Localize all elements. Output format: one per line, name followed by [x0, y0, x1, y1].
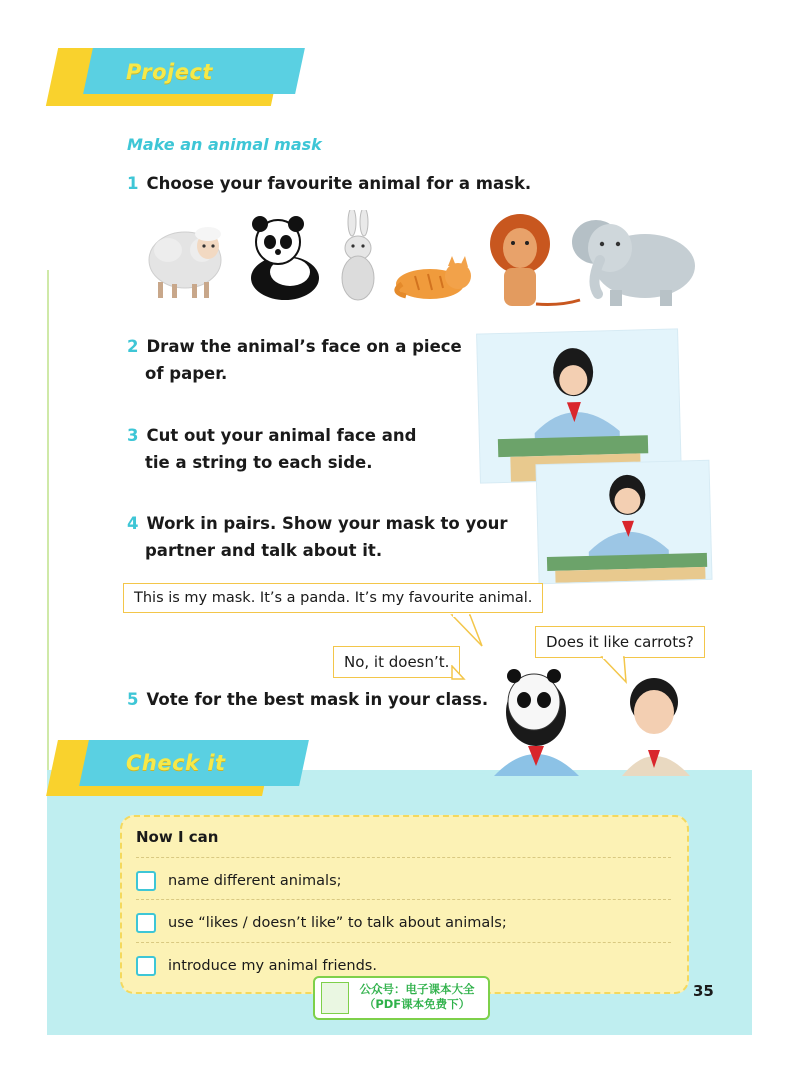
- step-text-line1: Draw the animal’s face on a piece: [146, 337, 462, 356]
- checklist-item[interactable]: [136, 956, 377, 976]
- checklist-item[interactable]: [136, 871, 342, 891]
- watermark-line2: （PDF课本免费下）: [363, 997, 471, 1011]
- project-subtitle: Make an animal mask: [127, 135, 322, 154]
- watermark-line1: 公众号：电子课本大全: [359, 982, 475, 996]
- checklist-label: introduce my animal friends.: [168, 958, 377, 974]
- speech-bubble-answer: No, it doesn’t.: [333, 646, 460, 678]
- step-number: 3: [127, 426, 139, 445]
- page-number: 35: [693, 982, 714, 1000]
- step-text: Vote for the best mask in your class.: [146, 690, 489, 709]
- step-text-line1: Work in pairs. Show your mask to your: [146, 514, 508, 533]
- step-number: 2: [127, 337, 139, 356]
- checkbox[interactable]: [136, 956, 156, 976]
- step-text-line1: Cut out your animal face and: [146, 426, 417, 445]
- cat-icon: [396, 256, 471, 299]
- sheep-icon: [149, 227, 221, 298]
- speech-bubble-boy: Does it like carrots?: [535, 626, 705, 658]
- divider: [136, 857, 671, 858]
- checklist-label: name different animals;: [168, 873, 342, 889]
- checkbox[interactable]: [136, 871, 156, 891]
- check-title: Check it: [126, 751, 226, 775]
- lion-icon: [490, 214, 580, 306]
- checklist-item[interactable]: [136, 913, 507, 933]
- checklist-label: use “likes / doesn’t like” to talk about animals;: [168, 915, 507, 931]
- speech-bubble-girl: This is my mask. It’s a panda. It’s my favourite animal.: [123, 583, 543, 613]
- step-2: [127, 333, 462, 387]
- step-number: 5: [127, 690, 139, 709]
- step-text-line2: tie a string to each side.: [145, 453, 373, 472]
- step-5: [127, 686, 488, 713]
- divider: [136, 899, 671, 900]
- step-number: 4: [127, 514, 139, 533]
- now-i-can-heading: Now I can: [136, 828, 219, 846]
- elephant-icon: [572, 220, 695, 306]
- rabbit-icon: [342, 210, 374, 300]
- photo-girl-cutting: [536, 461, 711, 583]
- step-4: [127, 510, 508, 564]
- divider: [136, 942, 671, 943]
- watermark-stamp: [313, 976, 490, 1020]
- step-text: Choose your favourite animal for a mask.: [146, 174, 532, 193]
- checkbox[interactable]: [136, 913, 156, 933]
- step-text-line2: of paper.: [145, 364, 228, 383]
- book-icon: [321, 982, 349, 1014]
- project-title: Project: [126, 60, 213, 84]
- step-number: 1: [127, 174, 139, 193]
- step-3: [127, 422, 416, 476]
- animal-illustrations: [140, 210, 710, 310]
- photo-children-masks: [484, 662, 706, 776]
- step-1: [127, 170, 531, 197]
- step-text-line2: partner and talk about it.: [145, 541, 383, 560]
- panda-icon: [251, 216, 319, 300]
- bubble-tail-girl: [448, 614, 488, 650]
- photo-girl-drawing: [477, 329, 681, 482]
